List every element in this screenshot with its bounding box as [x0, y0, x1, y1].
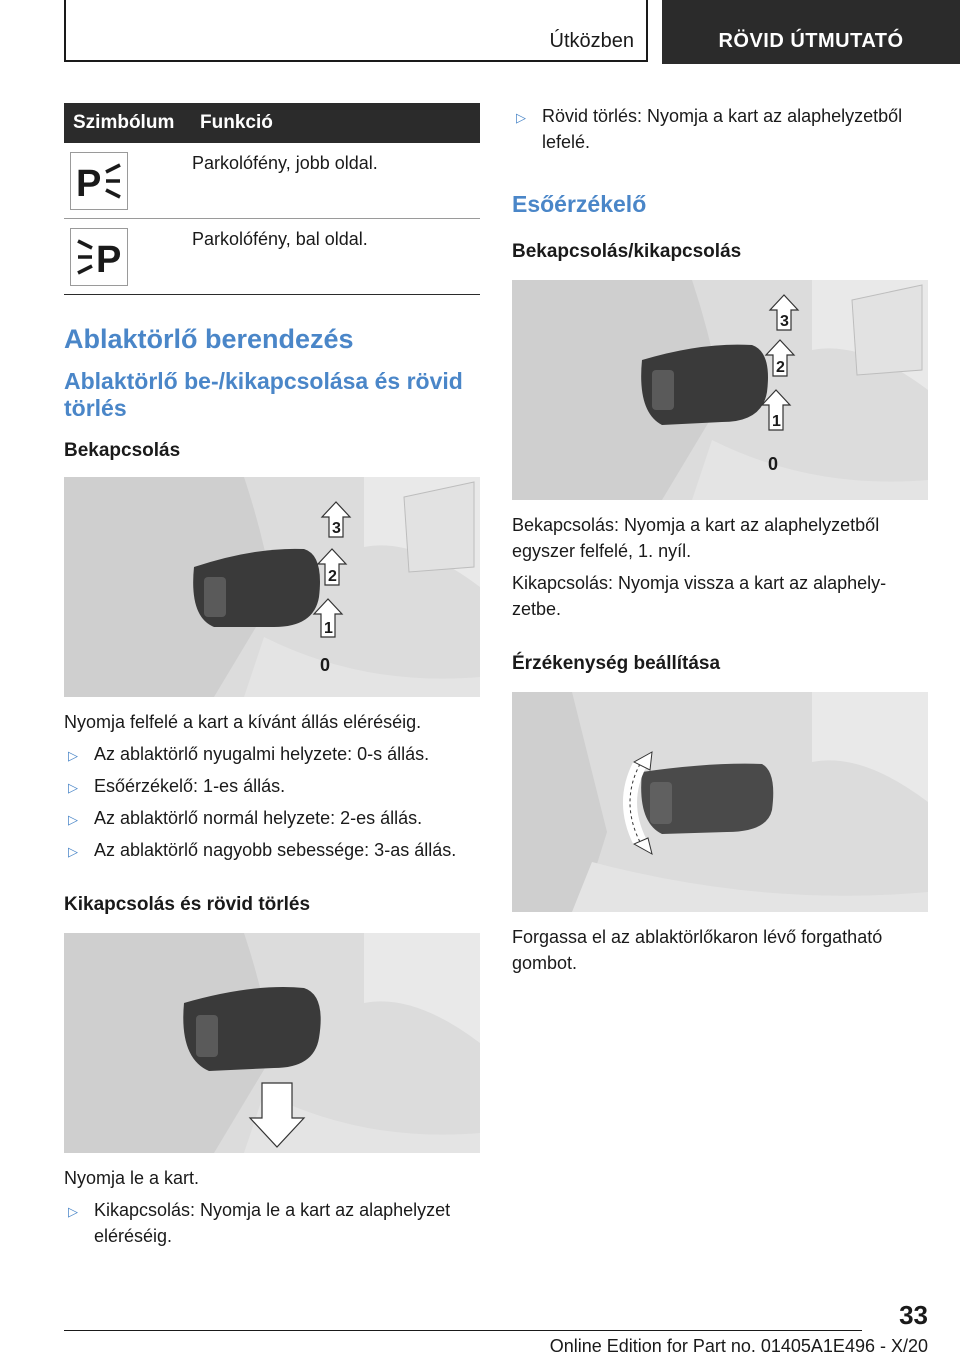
header-chapter-label: RÖVID ÚTMUTATÓ: [718, 30, 904, 52]
svg-text:P: P: [76, 163, 102, 202]
table-row: [64, 219, 480, 295]
svg-text:P: P: [96, 239, 122, 278]
bullet-triangle-icon: ▷: [68, 1204, 78, 1219]
left-column: [64, 103, 480, 1249]
photo-label: 3: [780, 313, 789, 330]
right-column: [512, 103, 928, 976]
table-header-function: Funkció: [192, 103, 480, 143]
paragraph: Forgassa el az ablaktörlőkaron lévő forgatható gombot.: [512, 927, 883, 973]
footer-edition: Online Edition for Part no. 01405A1E496 - X/20: [549, 1336, 928, 1356]
list-item: ▷ Esőérzékelő: 1-es állás.: [64, 773, 480, 799]
header-section-tab: [64, 0, 648, 62]
header-section-label: Útközben: [549, 30, 634, 52]
photo-label: 3: [332, 520, 341, 537]
photo-label: 0: [320, 655, 331, 675]
symbol-table: [64, 103, 480, 295]
list-item: ▷ Az ablaktörlő nyugalmi helyzete: 0-s állás.: [64, 741, 480, 767]
bullet-triangle-icon: ▷: [68, 780, 78, 795]
photo-label: 0: [768, 454, 779, 474]
list-item: ▷ Az ablaktörlő normál helyzete: 2-es állás.: [64, 805, 480, 831]
function-text: Parkolófény, jobb oldal.: [192, 153, 378, 173]
section-title: Ablaktörlő berendezés: [64, 324, 354, 354]
paragraph: Nyomja felfelé a kart a kívánt állás eléréséig.: [64, 712, 422, 732]
photo-label: 2: [328, 568, 337, 585]
bullet-triangle-icon: ▷: [68, 748, 78, 763]
heading-bekapcsolas: Bekapcsolás: [64, 440, 181, 461]
subsection-title: Ablaktörlő be-/kikapcsolása és rövid törlés: [64, 368, 463, 421]
function-text: Parkolófény, bal oldal.: [192, 229, 368, 249]
heading-kikapcsolas: Kikapcsolás és rövid törlés: [64, 894, 311, 915]
wiper-lever-photo-on: [64, 477, 480, 697]
table-row: [64, 143, 480, 219]
list-item: ▷ Rövid törlés: Nyomja a kart az alaphelyzetből lefelé.: [516, 106, 903, 152]
photo-label: 1: [772, 413, 781, 430]
paragraph: Bekapcsolás: Nyomja a kart az alaphelyzetből egyszer felfelé, 1. nyíl.: [512, 515, 880, 561]
paragraph: Nyomja le a kart.: [64, 1168, 200, 1188]
parking-light-left-icon: [70, 228, 128, 286]
sensitivity-photo: [512, 692, 928, 912]
bullet-triangle-icon: ▷: [68, 812, 78, 827]
rain-sensor-photo: [512, 280, 928, 500]
header-chapter-tab: [662, 0, 960, 64]
list-item: ▷ Az ablaktörlő nagyobb sebessége: 3-as állás.: [64, 837, 480, 863]
bullet-triangle-icon: ▷: [516, 110, 526, 125]
heading-sensitivity: Érzékenység beállítása: [512, 653, 721, 674]
footer-divider: [64, 1330, 862, 1331]
parking-light-right-icon: [70, 152, 128, 210]
list-item: ▷ Kikapcsolás: Nyomja le a kart az alaphelyzet eléréséig.: [68, 1200, 451, 1246]
photo-label: 2: [776, 359, 785, 376]
photo-label: 1: [324, 620, 333, 637]
wiper-lever-photo-off: [64, 933, 480, 1153]
paragraph: Kikapcsolás: Nyomja vissza a kart az alaphely-zetbe.: [512, 573, 887, 619]
subsection-title: Esőérzékelő: [512, 191, 647, 217]
page-number: 33: [899, 1300, 928, 1330]
heading-rain-sensor: Bekapcsolás/kikapcsolás: [512, 241, 742, 262]
bullet-triangle-icon: ▷: [68, 844, 78, 859]
table-header-symbol: Szimbólum: [64, 103, 192, 143]
